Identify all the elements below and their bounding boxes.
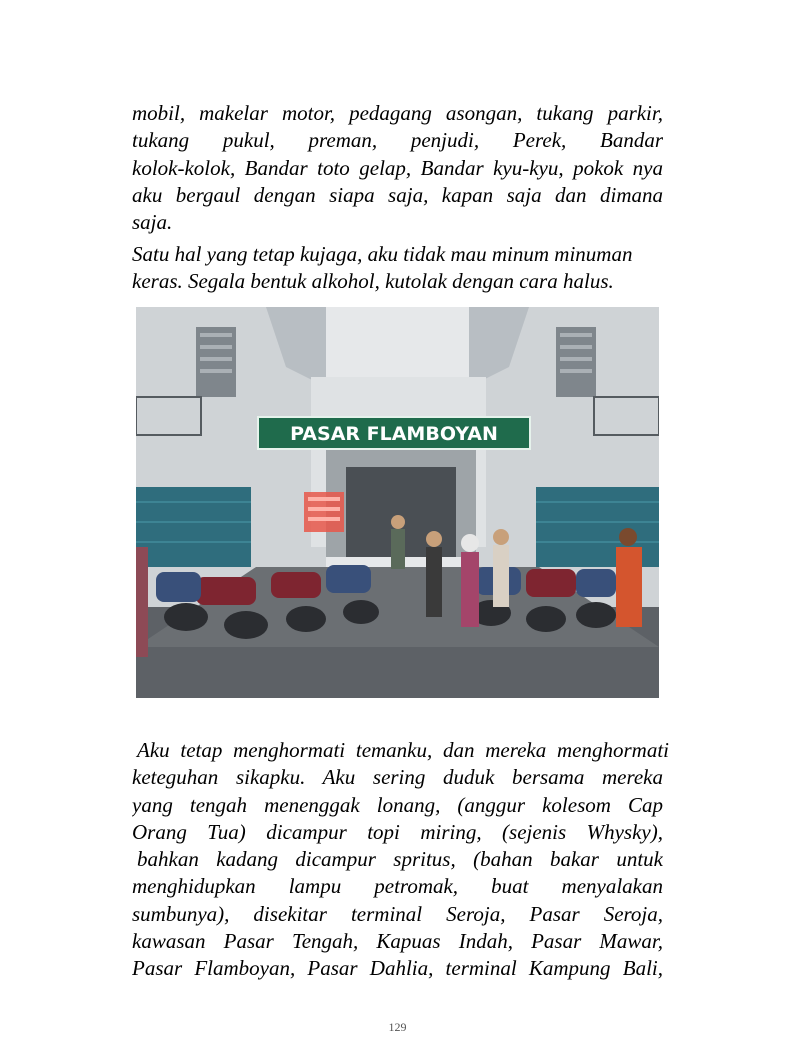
text-line: Orang Tua) dicampur topi miring, (sejenis Whysky), xyxy=(132,819,663,844)
text-line: sumbunya), disekitar terminal Seroja, Pasar Seroja, xyxy=(132,901,663,926)
text-line: kawasan Pasar Tengah, Kapuas Indah, Pasar Mawar, xyxy=(132,929,663,954)
market-photo xyxy=(136,307,659,698)
text-line: Satu hal yang tetap kujaga, aku tidak mau minum minuman xyxy=(132,242,633,266)
paragraph-3 xyxy=(132,737,669,983)
sign-text: PASAR FLAMBOYAN xyxy=(290,423,498,445)
text-line: keras. Segala bentuk alkohol, kutolak dengan cara halus. xyxy=(132,269,614,294)
text-line: Aku tetap menghormati temanku, dan mereka menghormati xyxy=(137,738,669,762)
text-line: aku bergaul dengan siapa saja, kapan saja dan dimana xyxy=(132,182,663,207)
page-number: 129 xyxy=(388,1020,407,1034)
text-line: yang tengah menenggak lonang, (anggur kolesom Cap xyxy=(132,792,663,817)
text-line: mobil, makelar motor, pedagang asongan, tukang parkir, xyxy=(132,101,663,125)
text-line: tukang pukul, preman, penjudi, Perek, Bandar xyxy=(132,128,663,153)
text-line: kolok-kolok, Bandar toto gelap, Bandar kyu-kyu, pokok nya xyxy=(132,155,663,180)
text-line: menghidupkan lampu petromak, buat menyalakan xyxy=(132,874,663,899)
paragraph-1 xyxy=(132,100,663,236)
text-line: keteguhan sikapku. Aku sering duduk bersama mereka xyxy=(132,765,663,790)
text-line: Pasar Flamboyan, Pasar Dahlia, terminal Kampung Bali, xyxy=(132,956,663,981)
text-line: bahkan kadang dicampur spritus, (bahan bakar untuk xyxy=(137,847,663,872)
paragraph-2 xyxy=(132,241,663,296)
text-line: saja. xyxy=(132,210,173,235)
